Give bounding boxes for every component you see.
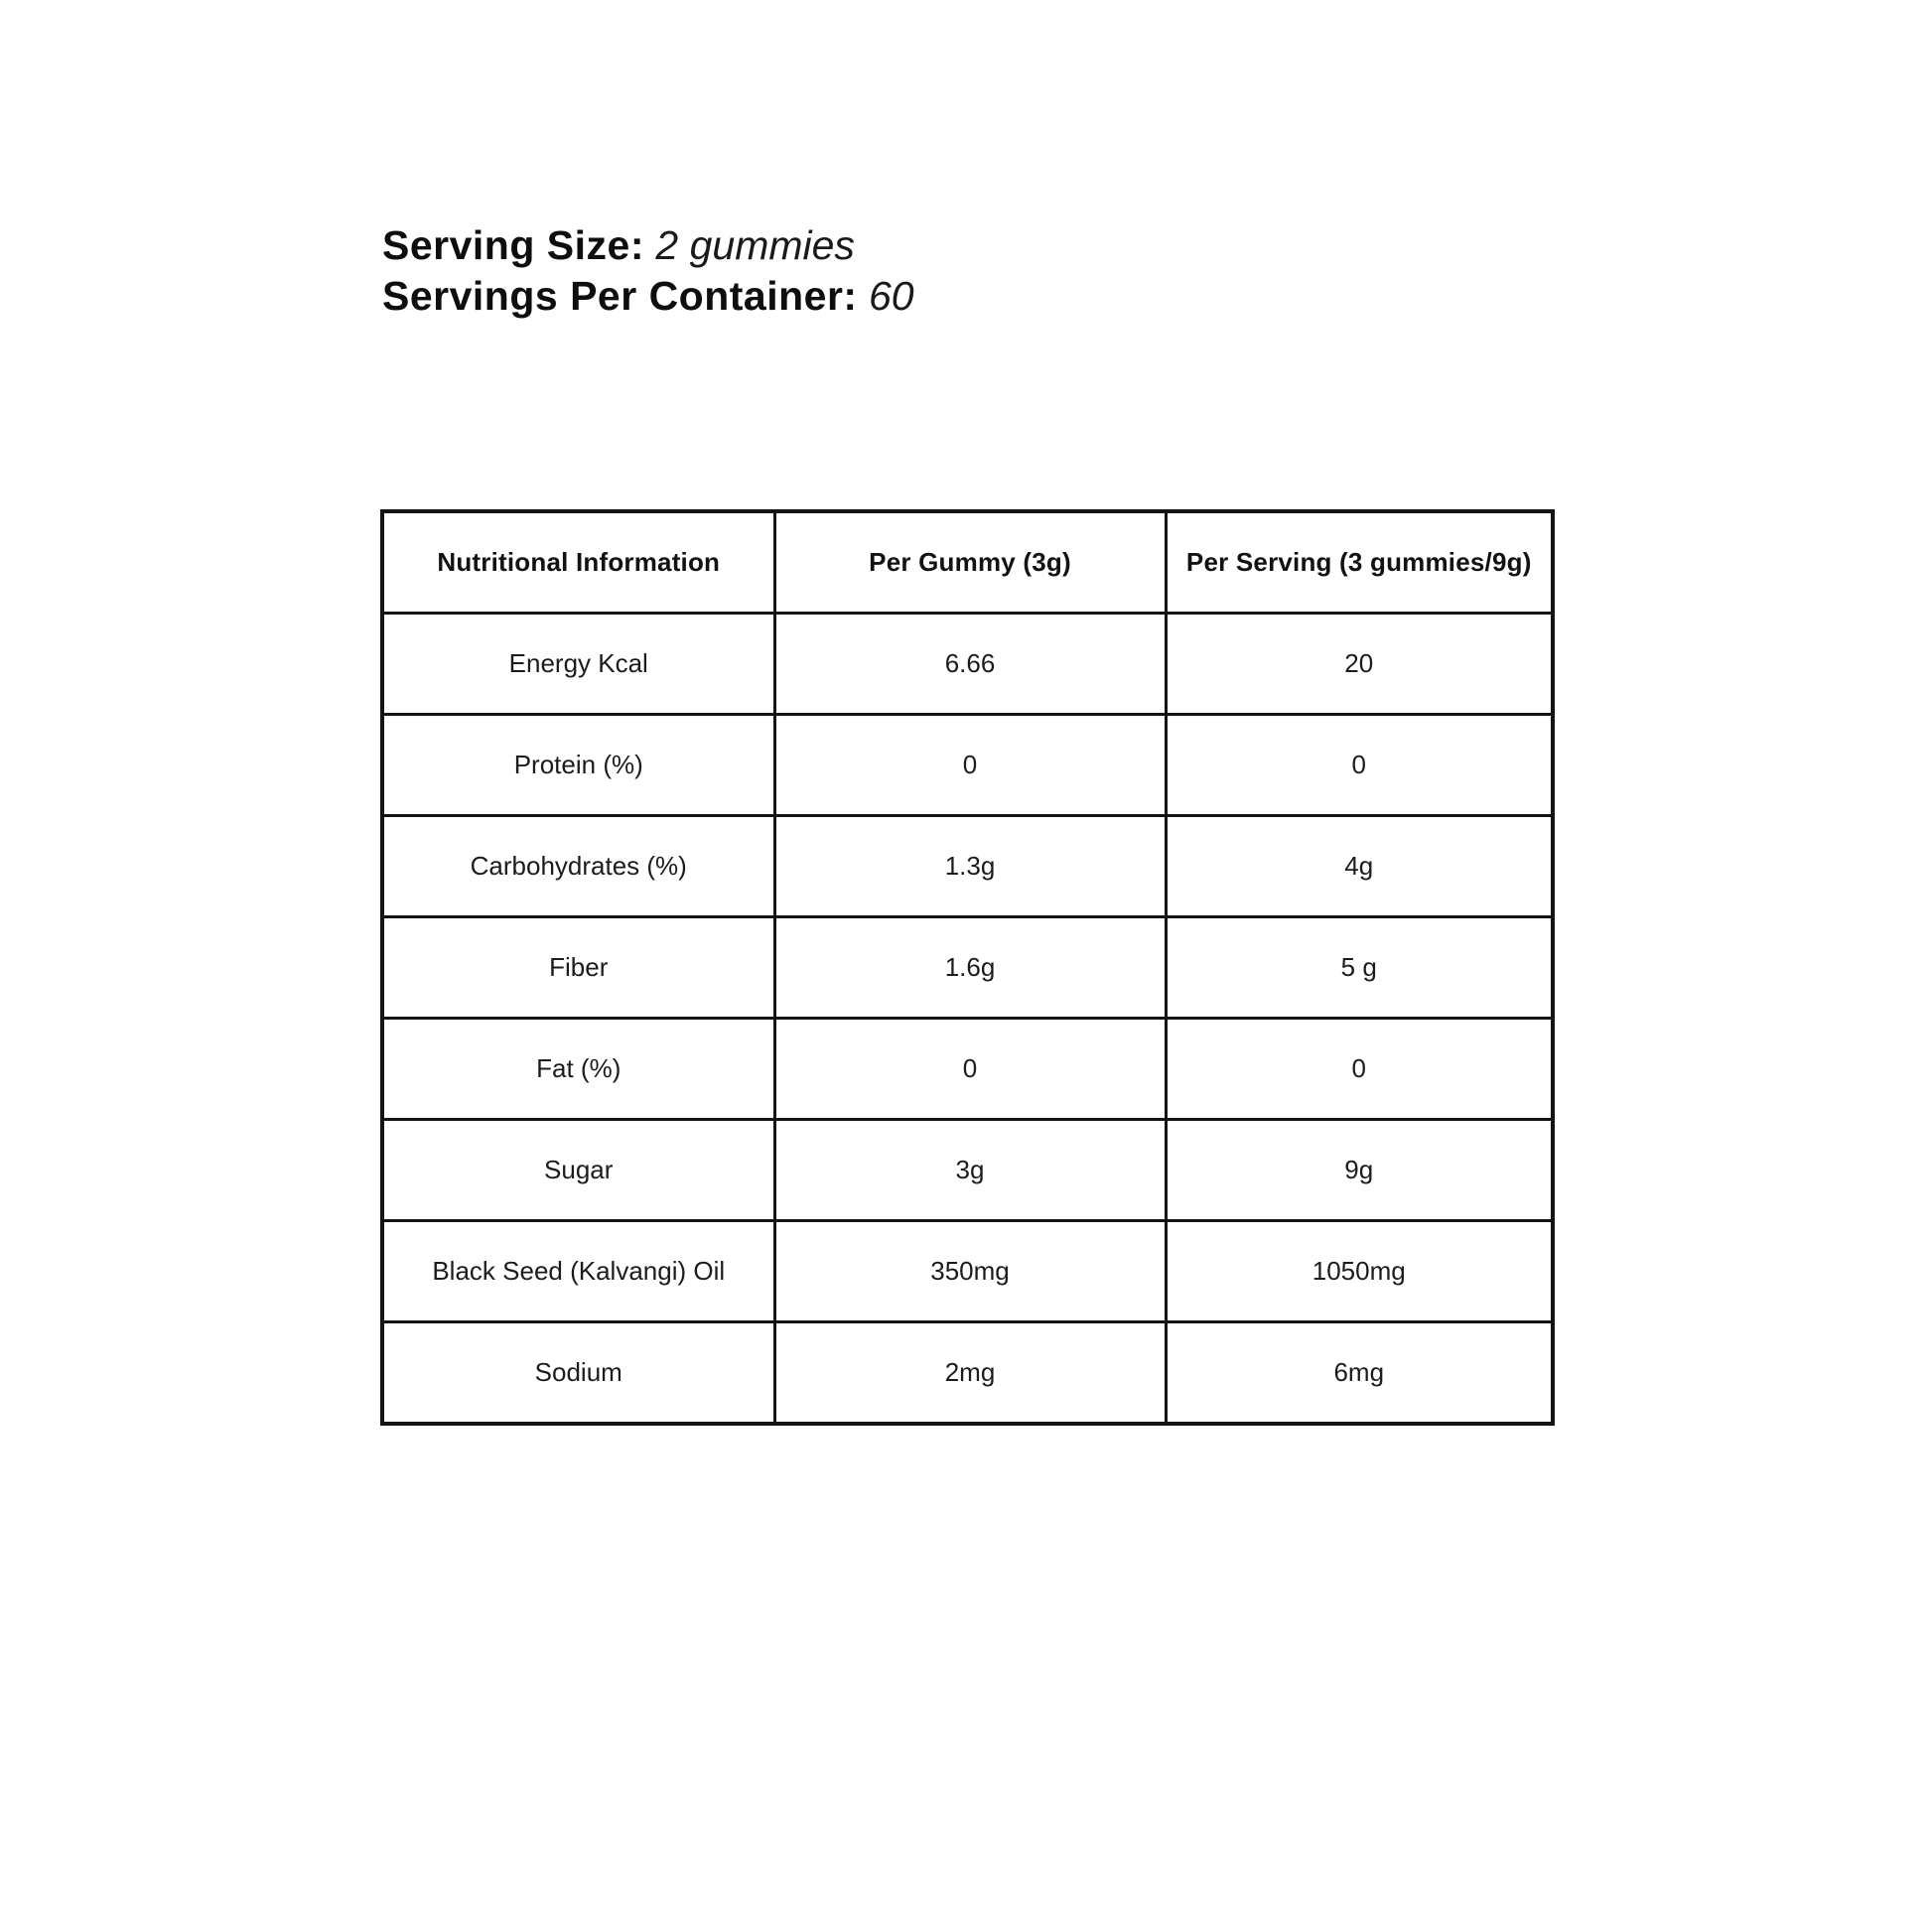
column-header-per-serving: Per Serving (3 gummies/9g): [1166, 511, 1553, 614]
per-gummy-value: 0: [774, 715, 1166, 816]
serving-info-block: [382, 220, 914, 322]
table-row: [382, 1322, 1553, 1425]
per-gummy-value: 350mg: [774, 1221, 1166, 1322]
servings-per-container-line: [382, 271, 914, 322]
row-label: Protein (%): [382, 715, 774, 816]
per-gummy-value: 6.66: [774, 614, 1166, 715]
row-label: Sugar: [382, 1120, 774, 1221]
servings-per-container-value: 60: [868, 273, 914, 319]
table-header-row: [382, 511, 1553, 614]
column-header-per-gummy: Per Gummy (3g): [774, 511, 1166, 614]
serving-size-value: 2 gummies: [655, 222, 855, 268]
per-serving-value: 9g: [1166, 1120, 1553, 1221]
per-serving-value: 5 g: [1166, 917, 1553, 1019]
column-header-nutritional-information: Nutritional Information: [382, 511, 774, 614]
row-label: Fat (%): [382, 1019, 774, 1120]
per-gummy-value: 1.6g: [774, 917, 1166, 1019]
servings-per-container-label: Servings Per Container:: [382, 273, 858, 319]
table-row: [382, 917, 1553, 1019]
per-serving-value: 1050mg: [1166, 1221, 1553, 1322]
row-label: Fiber: [382, 917, 774, 1019]
per-gummy-value: 0: [774, 1019, 1166, 1120]
table-row: [382, 1221, 1553, 1322]
table-row: [382, 614, 1553, 715]
row-label: Sodium: [382, 1322, 774, 1425]
per-serving-value: 6mg: [1166, 1322, 1553, 1425]
row-label: Black Seed (Kalvangi) Oil: [382, 1221, 774, 1322]
per-serving-value: 20: [1166, 614, 1553, 715]
table-row: [382, 715, 1553, 816]
table-row: [382, 1019, 1553, 1120]
row-label: Energy Kcal: [382, 614, 774, 715]
table-row: [382, 816, 1553, 917]
per-gummy-value: 1.3g: [774, 816, 1166, 917]
per-gummy-value: 2mg: [774, 1322, 1166, 1425]
per-gummy-value: 3g: [774, 1120, 1166, 1221]
nutrition-table: [380, 509, 1555, 1426]
serving-size-label: Serving Size:: [382, 222, 644, 268]
per-serving-value: 0: [1166, 715, 1553, 816]
table-row: [382, 1120, 1553, 1221]
row-label: Carbohydrates (%): [382, 816, 774, 917]
per-serving-value: 0: [1166, 1019, 1553, 1120]
serving-size-line: [382, 220, 914, 271]
per-serving-value: 4g: [1166, 816, 1553, 917]
